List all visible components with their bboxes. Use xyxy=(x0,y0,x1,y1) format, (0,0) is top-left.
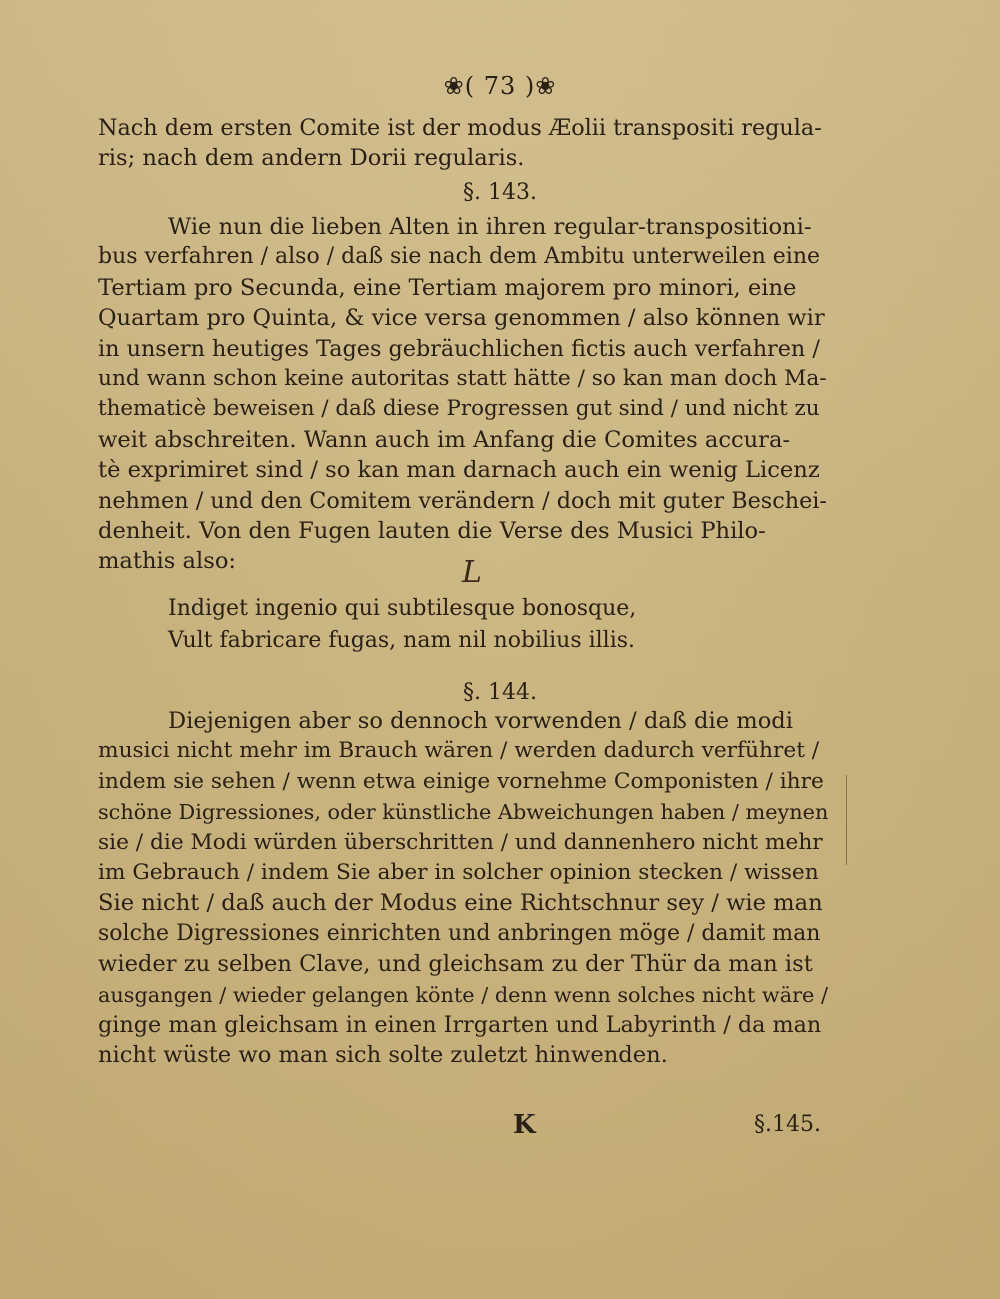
paragraph-144 xyxy=(98,706,828,1071)
paragraph-143 xyxy=(98,212,828,577)
text-line: Sie nicht / daß auch der Modus eine Richtschnur sey / wie man xyxy=(98,890,823,917)
text-line: indem sie sehen / wenn etwa einige vornehme Componisten / ihre xyxy=(98,768,824,794)
text-line: in unsern heutiges Tages gebräuchlichen fictis auch verfahren / xyxy=(98,335,820,362)
text-line: Wie nun die lieben Alten in ihren regular-transpositioni- xyxy=(168,214,812,240)
page-number: ❀( 73 )❀ xyxy=(443,72,557,100)
text-line: sie / die Modi würden überschritten / und dannenhero nicht mehr xyxy=(98,829,823,855)
text-line: ausgangen / wieder gelangen könte / denn wenn solches nicht wäre / xyxy=(98,982,828,1007)
margin-bracket-mark xyxy=(846,775,855,865)
verse-block xyxy=(168,593,636,657)
text-line: nicht wüste wo man sich solte zuletzt hinwenden. xyxy=(98,1042,668,1069)
text-line: Diejenigen aber so dennoch vorwenden / daß die modi xyxy=(168,708,793,734)
signature-mark: K xyxy=(513,1110,536,1140)
text-line: mathis also: xyxy=(98,548,237,575)
text-line: musici nicht mehr im Brauch wären / werden dadurch verführet / xyxy=(98,738,820,764)
section-heading-143: §. 143. xyxy=(463,180,537,205)
text-line: tè exprimiret sind / so kan man darnach auch ein wenig Licenz xyxy=(98,457,820,484)
text-line: thematicè beweisen / daß diese Progressen gut sind / und nicht zu xyxy=(98,396,820,422)
text-line: schöne Digressiones, oder künstliche Abweichungen haben / meynen xyxy=(98,800,829,825)
text-line: denheit. Von den Fugen lauten die Verse des Musici Philo- xyxy=(98,518,766,545)
text-line: weit abschreiten. Wann auch im Anfang die Comites accura- xyxy=(98,426,791,453)
verse-line: Indiget ingenio qui subtilesque bonosque, xyxy=(168,596,637,621)
text-line: wieder zu selben Clave, und gleichsam zu der Thür da man ist xyxy=(98,951,813,978)
text-line: Quartam pro Quinta, & vice versa genommen / also können wir xyxy=(98,305,825,332)
paragraph-intro xyxy=(98,113,828,174)
section-heading-144: §. 144. xyxy=(463,680,537,705)
text-line: ginge man gleichsam in einen Irrgarten und Labyrinth / da man xyxy=(98,1012,822,1039)
text-line: bus verfahren / also / daß sie nach dem Ambitu unterweilen eine xyxy=(98,244,821,270)
catchword: §.145. xyxy=(754,1112,821,1137)
text-line: ris; nach dem andern Dorii regularis. xyxy=(98,145,525,172)
verse-line: Vult fabricare fugas, nam nil nobilius illis. xyxy=(168,628,636,653)
text-line: solche Digressiones einrichten und anbringen möge / damit man xyxy=(98,920,821,946)
margin-handwritten-mark: L xyxy=(462,555,482,590)
text-line: im Gebrauch / indem Sie aber in solcher opinion stecken / wissen xyxy=(98,860,819,886)
text-line: Nach dem ersten Comite ist der modus Æolii transpositi regula- xyxy=(98,115,822,141)
text-line: Tertiam pro Secunda, eine Tertiam majorem pro minori, eine xyxy=(98,274,797,301)
text-line: und wann schon keine autoritas statt hätte / so kan man doch Ma- xyxy=(98,366,827,392)
text-line: nehmen / und den Comitem verändern / doch mit guter Beschei- xyxy=(98,487,827,514)
